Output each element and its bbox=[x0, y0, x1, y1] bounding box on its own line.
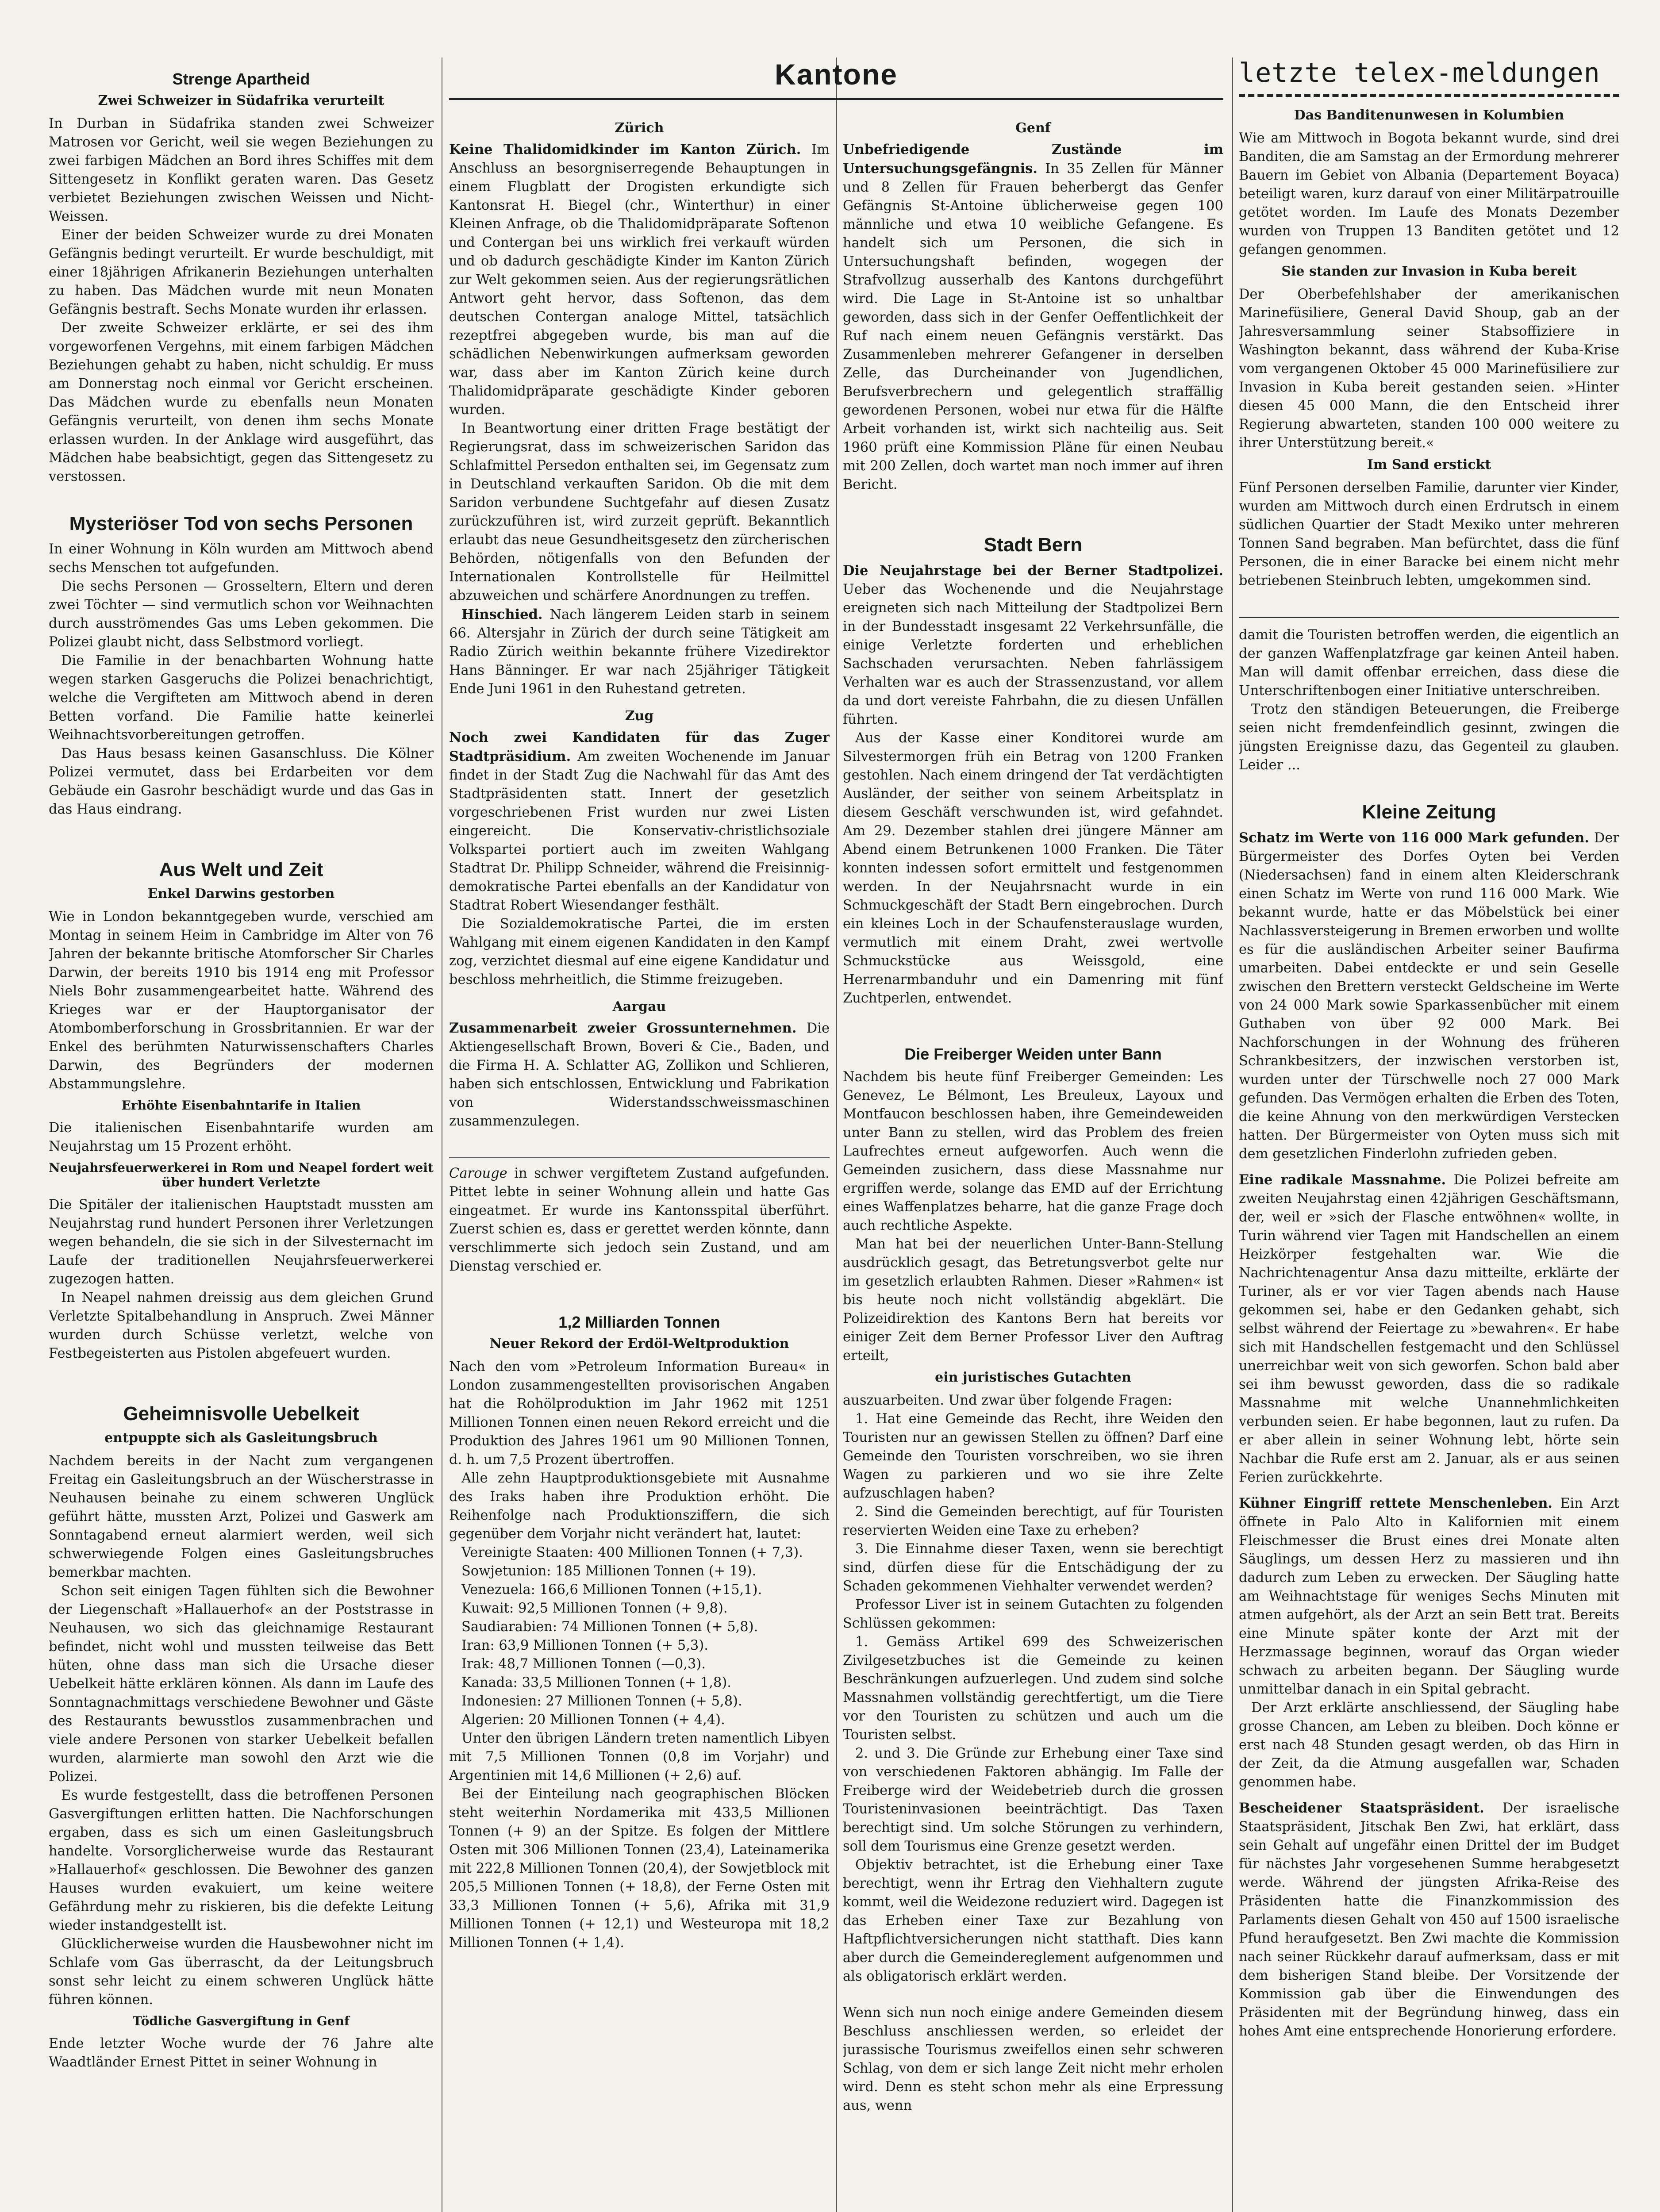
paragraph-lead: Kühner Eingriff rettete Menschenleben. bbox=[1239, 1495, 1553, 1511]
paragraph-text: in schwer vergiftetem Zustand aufgefunden. Pittet lebte in seiner Wohnung allein und hatte Gas eingeatmet. Er wurde ins Kantonsspital überführt. Zuerst schien es, dass er gerettet werden könnte, dann verschlimmerte sich jedoch sein Zustand, und am Dienstag verschied er. bbox=[449, 1166, 830, 1274]
paragraph bbox=[449, 605, 830, 699]
paragraph: Es wurde festgestellt, dass die betroffenen Personen Gasvergiftungen erlitten hatten. Die Nachforschungen ergaben, dass es sich um einen Gasleitungsbruch handelte. Vorsorglicherweise wurde das Restaurant »Hallauerhof« geschlossen. Die Bewohner des ganzen Hauses wurden evakuiert, um keine weitere Gefährdung mehr zu riskieren, bis die defekte Leitung wieder instandgestellt ist. bbox=[49, 1788, 434, 1933]
article-subtitle: Zwei Schweizer in Südafrika verurteilt bbox=[98, 93, 384, 108]
paragraph: Einer der beiden Schweizer wurde zu drei Monaten Gefängnis bedingt verurteilt. Er wurde beschuldigt, mit einer 18jährigen Afrikanerin Beziehungen unterhalten zu haben. Das Mädchen wurde mit neun Monaten Gefängnis bestraft. Sechs Monate wurden ihr erlassen. bbox=[49, 227, 434, 317]
paragraph: Die italienischen Eisenbahntarife wurden am Neujahrstag um 15 Prozent erhöht. bbox=[49, 1120, 434, 1154]
paragraph-lead: Keine Thalidomidkinder im Kanton Zürich. bbox=[449, 142, 801, 157]
paragraph: Professor Liver ist in seinem Gutachten zu folgenden Schlüssen gekommen: bbox=[843, 1597, 1223, 1631]
paragraph: damit die Touristen betroffen werden, die eigentlich an der ganzen Waffenplatzfrage gar keinen Anteil haben. Man will damit offenbar erreichen, dass diese die Unterschriftenbogen einer Initiative unterschreiben. bbox=[1239, 627, 1619, 699]
oil-list-item: Indonesien: 27 Millionen Tonnen (+ 5,8). bbox=[461, 1694, 742, 1709]
paragraph: Die Sozialdemokratische Partei, die im ersten Wahlgang mit einem eigenen Kandidaten in den Kampf zog, verzichtet diesmal auf eine eigene Kandidatur und beschloss mehrheitlich, die Stimme freizugeben. bbox=[449, 916, 830, 987]
section-title: Kleine Zeitung bbox=[1362, 801, 1496, 823]
oil-list-item: Iran: 63,9 Millionen Tonnen (+ 5,3). bbox=[461, 1638, 708, 1653]
paragraph-lead: Noch zwei Kandidaten für das Zuger Stadtpräsidium. bbox=[449, 730, 830, 764]
paragraph: Glücklicherweise wurden die Hausbewohner nicht im Schlafe vom Gas überrascht, da der Leitungsbruch sonst sehr leicht zu einem schweren Unglück hätte führen können. bbox=[49, 1936, 434, 2008]
paragraph bbox=[1239, 1799, 1619, 2041]
paragraph: Die Familie in der benachbarten Wohnung hatte wegen starken Gasgeruchs die Polizei benachrichtigt, welche die Vergifteten am Mittwoch abend in deren Betten vorfand. Die Familie hatte keinerlei Weihnachtsvorbereitungen getroffen. bbox=[49, 653, 434, 743]
oil-list-item: Vereinigte Staaten: 400 Millionen Tonnen (+ 7,3). bbox=[461, 1545, 803, 1560]
paragraph-text: Die Polizei befreite am zweiten Neujahrstag einen 42jährigen Geschäftsmann, der, weil er »sich der Flasche entwöhnen« wollte, in Turin während vier Tagen mit Handschellen an einem Heizkörper festgehalten war. Wie die Nachrichtenagentur Ansa dazu mitteilte, erklärte der Turiner, als er vor vier Tagen abends nach Hause gekommen sei, habe er den Gedanken gehabt, sich selbst während der Feiertage zu »bewahren«. Er habe sich mit Handschellen festgemacht und den Schlüssel unerreichbar weit von sich geworfen. Schon bald aber sei ihm bewusst geworden, dass die so radikale Massnahme mit welche Unannehmlichkeiten verbunden seien. Er habe begonnen, laut zu rufen. Da er aber allein in seiner Wohnung lebt, hörte sein Nachbar die Rufe erst am 2. Januar, als er aus seinen Ferien zurückkehrte. bbox=[1239, 1172, 1619, 1485]
paragraph: Ende letzter Woche wurde der 76 Jahre alte Waadtländer Ernest Pittet in seiner Wohnung in bbox=[49, 2036, 434, 2070]
paragraph: In Neapel nahmen dreissig aus dem gleichen Grund Verletzte Spitalbehandlung in Anspruch. Zwei Männer wurden durch Schüsse verletzt, welche von Festbegeisterten aus Pistolen abgefeuert wurden. bbox=[49, 1290, 434, 1361]
paragraph: 2. und 3. Die Gründe zur Erhebung einer Taxe sind von verschiedenen Faktoren abhängig. Im Falle der Freiberge wird der Weidebetrieb durch die grossen Touristeninvasionen beeinträchtigt. Das Taxen berechtigt sind. Um solche Störungen zu verhindern, soll dem Tourismus eine Grenze gesetzt werden. bbox=[843, 1746, 1223, 1854]
paragraph: Der Oberbefehlshaber der amerikanischen Marinefüsiliere, General David Shoup, gab an der Jahresversammlung seiner Stabsoffiziere in Washington bekannt, dass während der Kuba-Krise vom vergangenen Oktober 45 000 Marinefüsiliere zur Invasion in Kuba bereit gestanden seien. »Hinter diesen 45 000 Mann, die den Entscheid ihrer Regierung abwarteten, standen 100 000 weitere zu ihrer Unterstützung bereit.« bbox=[1239, 287, 1619, 451]
column-1 bbox=[49, 58, 434, 2212]
paragraph bbox=[1239, 1494, 1619, 1699]
article-subtitle: Neuer Rekord der Erdöl-Weltproduktion bbox=[489, 1336, 789, 1352]
article-subtitle: Sie standen zur Invasion in Kuba bereit bbox=[1281, 264, 1577, 279]
paragraph bbox=[1239, 1171, 1619, 1487]
column-2 bbox=[449, 111, 830, 2212]
paragraph-lead: Hinschied. bbox=[461, 607, 543, 622]
article-subtitle: Im Sand erstickt bbox=[1367, 457, 1491, 472]
article-subtitle: Neujahrsfeuerwerkerei in Rom und Neapel fordert weit über hundert Verletzte bbox=[49, 1160, 434, 1190]
paragraph: Bei der Einteilung nach geographischen Blöcken steht weiterhin Nordamerika mit 433,5 Millionen Tonnen (+ 9) an der Spitze. Es folgen der Mittlere Osten mit 306 Millionen Tonnen (23,4), Lateinamerika mit 222,8 Millionen Tonnen (20,4), der Sowjetblock mit 205,5 Millionen Tonnen (+ 18,8), der Ferne Osten mit 33,3 Millionen Tonnen (+ 5,6), Afrika mit 31,9 Millionen Tonnen (+ 12,1) und Westeuropa mit 18,2 Millionen Tonnen (+ 1,4). bbox=[449, 1786, 830, 1951]
column-rule bbox=[836, 58, 837, 2212]
article-subtitle: entpuppte sich als Gasleitungsbruch bbox=[104, 1430, 378, 1446]
paragraph-lead: Carouge bbox=[449, 1166, 507, 1181]
paragraph: 1. Gemäss Artikel 699 des Schweizerischen Zivilgesetzbuches ist die Gemeinde zu keinen Beschränkungen aufzuerlegen. Und zudem sind solche Massnahmen vollständig gerechtfertigt, um die Tiere vor den Touristen zu schützen und auch um die Touristen selbst. bbox=[843, 1634, 1223, 1743]
article-subtitle: Enkel Darwins gestorben bbox=[147, 886, 335, 902]
paragraph-lead: Eine radikale Massnahme. bbox=[1239, 1172, 1446, 1188]
column-rule bbox=[1232, 58, 1233, 2212]
paragraph bbox=[1239, 829, 1619, 1164]
article-title: Geheimnisvolle Uebelkeit bbox=[123, 1403, 359, 1425]
paragraph: Nachdem bereits in der Nacht zum vergangenen Freitag ein Gasleitungsbruch an der Wüscherstrasse in Neuhausen beinahe zu einem schweren Unglück geführt hätte, mussten Arzt, Polizei und Gaswerk am Sonntagabend erneut alarmiert werden, weil sich schwerwiegende Folgen eines Gasleitungsbruches bemerkbar machten. bbox=[49, 1453, 434, 1580]
paragraph: Fünf Personen derselben Familie, darunter vier Kinder, wurden am Mittwoch durch einen Erdrutsch in einem südlichen Quartier der Stadt Mexiko unter mehreren Tonnen Sand begraben. Man befürchtet, dass die fünf Personen, die in einer Baracke bei einem nicht mehr betriebenen Steinbruch lebten, umgekommen sind. bbox=[1239, 480, 1619, 588]
section-title: Stadt Bern bbox=[984, 534, 1083, 556]
masthead: Kantone bbox=[775, 58, 898, 91]
column-4 bbox=[1239, 58, 1619, 2212]
paragraph: In einer Wohnung in Köln wurden am Mittwoch abend sechs Menschen tot aufgefunden. bbox=[49, 541, 434, 576]
oil-list-item: Sowjetunion: 185 Millionen Tonnen (+ 19). bbox=[461, 1563, 757, 1579]
paragraph: Trotz den ständigen Beteuerungen, die Freiberge seien nicht fremdenfeindlich gesinnt, zwingen die jüngsten Ereignisse dazu, das Gegenteil zu glauben. Leider ... bbox=[1239, 702, 1619, 773]
paragraph-text: Nach längerem Leiden starb in seinem 66. Altersjahr in Zürich der durch seine Tätigkeit am Radio Zürich weithin bekannte frühere Vizedirektor Hans Bänninger. Er war nach 25jähriger Tätigkeit Ende Juni 1961 in den Ruhestand getreten. bbox=[449, 607, 830, 697]
paragraph: Objektiv betrachtet, ist die Erhebung einer Taxe berechtigt, wenn ihr Ertrag den Viehhaltern zugute kommt, weil die Weidezone reduziert wird. Dagegen ist das Erheben einer Taxe zur Bezahlung von Haftpflichtversicherungen nicht statthaft. Dies kann aber durch die Gemeindereglement aufgenommen und als obligatorisch erklärt werden. bbox=[843, 1857, 1223, 1984]
paragraph: In Durban in Südafrika standen zwei Schweizer Matrosen vor Gericht, weil sie wegen Beziehungen zu zwei farbigen Mädchen an Bord ihres Schiffes mit dem Sittengesetz in Konflikt geraten waren. Das Gesetz verbietet Beziehungen zwischen Weissen und Nicht-Weissen. bbox=[49, 116, 434, 224]
paragraph bbox=[449, 1164, 830, 1276]
paragraph: 3. Die Einnahme dieser Taxen, wenn sie berechtigt sind, dürfen diese für die Entschädigung der zu Schaden gekommenen Viehhalter verwendet werden? bbox=[843, 1541, 1223, 1594]
article-title: 1,2 Milliarden Tonnen bbox=[558, 1313, 720, 1331]
article-subtitle: Das Banditenunwesen in Kolumbien bbox=[1294, 108, 1564, 123]
article-title: Mysteriöser Tod von sechs Personen bbox=[69, 513, 413, 534]
paragraph: Wie am Mittwoch in Bogota bekannt wurde, sind drei Banditen, die am Samstag an der Ermordung mehrerer Bauern im Gebiet von Albania (Departement Boyaca) beteiligt waren, kurz darauf von einer Militärpatrouille getötet worden. Im Laufe des Monats Dezember wurden von Truppen 13 Banditen getötet und 12 gefangen genommen. bbox=[1239, 131, 1619, 257]
paragraph: Die Spitäler der italienischen Hauptstadt mussten am Neujahrstag rund hundert Personen ihrer Verletzungen wegen behandeln, die sie sich in der Silvesternacht im Laufe der traditionellen Neujahrsfeuerwerkerei zugezogen hatten. bbox=[49, 1197, 434, 1287]
paragraph-text: Im Anschluss an besorgniserregende Behauptungen in einem Flugblatt der Drogisten erkundigte sich Kantonsrat H. Biegel (chr., Winterthur) in einer Kleinen Anfrage, ob die Thalidomidpräparate Softenon und Contergan bei uns wirklich frei verkauft würden und ob dadurch geschädigte Kinder im Kanton Zürich zur Welt gekommen seien. Aus der regierungsrätlichen Antwort geht hervor, dass Softenon, das dem deutschen Contergan analoge Mittel, tatsächlich rezeptfrei abgegeben wurde, bis man auf die schädlichen Nebenwirkungen aufmerksam geworden war, dass aber im Kanton Zürich keine durch Thalidomidpräparate geschädigte Kinder geboren wurden. bbox=[449, 142, 830, 418]
paragraph bbox=[843, 561, 1223, 729]
paragraph: Aus der Kasse einer Konditorei wurde am Silvestermorgen früh ein Betrag von 1200 Franken gestohlen. Nach einem dringend der Tat verdächtigten Ausländer, der seither von seinem Arbeitsplatz in diesem Geschäft verschwunden ist, wird gefahndet. Am 29. Dezember stahlen drei jüngere Männer am Abend einem Betrunkenen 1000 Franken. Die Täter konnten indessen sofort ermittelt und festgenommen werden. In der Neujahrsnacht wurde in ein Schmuckgeschäft der Stadt Bern eingebrochen. Durch ein kleines Loch in der Schaufensterauslage wurden, vermutlich mit einem Draht, zwei wertvolle Schmuckstücke aus Weissgold, eine Herrenarmbanduhr und ein Damenring mit fünf Zuchtperlen, entwendet. bbox=[843, 730, 1223, 1006]
canton-heading: Zug bbox=[625, 708, 654, 724]
paragraph: Der Arzt erklärte anschliessend, der Säugling habe grosse Chancen, am Leben zu bleiben. Doch könne er erst nach 48 Stunden gesagt werden, ob das Hirn in der Zeit, da die Atmung ausgefallen war, Schaden genommen habe. bbox=[1239, 1700, 1619, 1790]
telex-rule bbox=[1239, 94, 1619, 97]
paragraph: In Beantwortung einer dritten Frage bestätigt der Regierungsrat, dass im schweizerischen Saridon das Schlafmittel Persedon enthalten sei, im Gegensatz zum in Deutschland verkauften Saridon. Ob die mit dem Saridon verbundene Suchtgefahr auf diesen Zusatz zurückzuführen ist, wird zurzeit geprüft. Bekanntlich erlaubt das neue Gesundheitsgesetz den zürcherischen Behörden, nötigenfalls von den Befunden der Internationalen Kontrollstelle für Heilmittel abzuweichen und schärfere Anordnungen zu treffen. bbox=[449, 421, 830, 603]
section-title: Aus Welt und Zeit bbox=[159, 859, 323, 880]
paragraph-text: Am zweiten Wochenende im Januar findet in der Stadt Zug die Nachwahl für das Amt des Stadtpräsidenten statt. Innert der gesetzlich vorgeschriebenen Frist wurden nur zwei Listen eingereicht. Die Konservativ-christlichsoziale Volkspartei portiert auch im zweiten Wahlgang Stadtrat Dr. Philipp Schneider, während die Freisinnig-demokratische Partei ebenfalls an der Kandidatur von Stadtrat Robert Wiesendanger festhält. bbox=[449, 749, 830, 913]
article-subtitle: ein juristisches Gutachten bbox=[935, 1370, 1131, 1385]
oil-list-item: Kuwait: 92,5 Millionen Tonnen (+ 9,8). bbox=[461, 1601, 728, 1616]
canton-heading: Aargau bbox=[612, 999, 666, 1014]
masthead-rule bbox=[449, 98, 1223, 100]
paragraph-lead: Bescheidener Staatspräsident. bbox=[1239, 1800, 1484, 1816]
article-title: Strenge Apartheid bbox=[172, 70, 310, 88]
paragraph: Wie in London bekanntgegeben wurde, verschied am Montag in seinem Heim in Cambridge im Alter von 76 Jahren der bekannte britische Atomforscher Sir Charles Darwin, der bereits 1910 bis 1914 eng mit Professor Niels Bohr zusammengearbeitet hatte. Während des Krieges war er der Hauptorganisator der Atombomberforschung in Grossbritannien. Er war der Enkel des berühmten Naturwissenschafters Charles Darwin, des Begründers der modernen Abstammungslehre. bbox=[49, 909, 434, 1092]
paragraph: Schon seit einigen Tagen fühlten sich die Bewohner der Liegenschaft »Hallauerhof« an der Poststrasse in Neuhausen, wo sich das gleichnamige Restaurant befindet, nicht wohl und mussten teilweise das Bett hüten, ohne dass man sich die Ursache dieser Uebelkeit hätte erklären können. Als dann im Laufe des Sonntagnachmittags verschiedene Bewohner und Gäste des Restaurants bewusstlos zusammenbrachen und viele andere Personen von starker Uebelkeit befallen wurden, alarmierte man sowohl den Arzt wie die Polizei. bbox=[49, 1583, 434, 1785]
newspaper-page bbox=[49, 58, 1624, 2212]
section-divider bbox=[449, 1157, 830, 1158]
paragraph-text: Die Aktiengesellschaft Brown, Boveri & Cie., Baden, und die Firma H. A. Schlatter AG, Zollikon und Schlieren, haben sich entschlossen, Entwicklung und Fabrikation von Widerstandsschweissmaschinen zusammenzulegen. bbox=[449, 1021, 830, 1129]
oil-list-item: Algerien: 20 Millionen Tonnen (+ 4,4). bbox=[461, 1712, 725, 1728]
canton-heading: Zürich bbox=[615, 120, 664, 136]
oil-list-item: Saudiarabien: 74 Millionen Tonnen (+ 5,8). bbox=[461, 1619, 758, 1635]
paragraph bbox=[449, 1019, 830, 1131]
paragraph: auszuarbeiten. Und zwar über folgende Fragen: bbox=[843, 1393, 1172, 1408]
paragraph: Der zweite Schweizer erklärte, er sei des ihm vorgeworfenen Vergehns, mit einem farbigen Mädchen Beziehungen gehabt zu haben, nicht schuldig. Er muss am Donnerstag noch einmal vor Gericht erscheinen. Das Mädchen wurde zu ebenfalls neun Monaten Gefängnis verurteilt, von denen ihm sechs Monate erlassen wurden. In der Anklage wird ausgeführt, das Mädchen habe beabsichtigt, gegen das Sittengesetz zu verstossen. bbox=[49, 320, 434, 484]
paragraph: Nachdem bis heute fünf Freiberger Gemeinden: Les Genevez, Le Bélmont, Les Breuleux, Layoux und Montfaucon beschlossen haben, ihre Gemeindeweiden unter Bann zu stellen, wird das Problem des freien Laufrechtes erneut aufgeworfen. Auch wenn die Gemeinden zusichern, dass diese Massnahme nur ergriffen werde, solange das EMD auf der Errichtung eines Waffenplatzes beharre, hat die ganze Frage doch auch rechtliche Aspekte. bbox=[843, 1069, 1223, 1233]
article-title: Die Freiberger Weiden unter Bann bbox=[904, 1045, 1162, 1063]
paragraph-lead: Schatz im Werte von 116 000 Mark gefunden. bbox=[1239, 830, 1589, 846]
canton-heading: Genf bbox=[1015, 120, 1051, 136]
oil-list-item: Venezuela: 166,6 Millionen Tonnen (+15,1). bbox=[461, 1582, 762, 1598]
paragraph: Das Haus besass keinen Gasanschluss. Die Kölner Polizei vermutet, dass bei Erdarbeiten vor dem Gebäude ein Gasrohr beschädigt wurde und das Gas in das Haus eindrang. bbox=[49, 746, 434, 817]
section-divider bbox=[1239, 617, 1619, 618]
paragraph: Man hat bei der neuerlichen Unter-Bann-Stellung ausdrücklich gesagt, das Betretungsverbot gelte nur im gesetzlich erlaubten Rahmen. Dieser »Rahmen« ist bis heute noch nicht vollständig abgeklärt. Die Polizeidirektion des Kantons Bern hat bereits vor einiger Zeit dem Berner Professor Liver den Auftrag erteilt, bbox=[843, 1237, 1223, 1363]
paragraph-text: Der Bürgermeister des Dorfes Oyten bei Verden (Niedersachsen) fand in einem alten Kleiderschrank einen Schatz im Werte von rund 116 000 Mark. Wie bekannt wurde, hatte er das Möbelstück bei einer Nachlassversteigerung in Bremen erworben und wollte es für die ausländischen Arbeiter seiner Baufirma umarbeiten. Dabei entdeckte er und sein Geselle zwischen den Brettern versteckt Geldscheine im Werte von 24 000 Mark sowie Sparkassenbücher mit einem Guthaben von über 92 000 Mark. Bei Nachforschungen in der Wohnung des früheren Schrankbesitzers, der inzwischen verstorben ist, wurden unter der Türschwelle noch 27 000 Mark gefunden. Das Vermögen erhalten die Erben des Toten, die keine Ahnung von den merkwürdigen Verstecken hatten. Der Bürgermeister von Oyten muss sich mit dem gesetzlichen Finderlohn zufrieden geben. bbox=[1239, 830, 1619, 1162]
paragraph: 1. Hat eine Gemeinde das Recht, ihre Weiden den Touristen nur an gewissen Stellen zu öffnen? Darf eine Gemeinde den Touristen vorschreiben, wo sie ihren Wagen zu parkieren und wo sie ihre Zelte aufzuschlagen haben? bbox=[843, 1411, 1223, 1501]
paragraph-lead: Die Neujahrstage bei der Berner Stadtpolizei. bbox=[843, 563, 1223, 579]
paragraph-text: Ueber das Wochenende und die Neujahrstage ereigneten sich nach Mitteilung der Stadtpolizei Bern in der Bundesstadt insgesamt 22 Verkehrsunfälle, die einige Verletzte forderten und erheblichen Sachschaden verursachten. Neben fahrlässigem Verhalten war es auch der Strassenzustand, vor allem da und dort vereiste Fahrbahn, die zu diesen Unfällen führten. bbox=[843, 582, 1223, 727]
paragraph: Alle zehn Hauptproduktionsgebiete mit Ausnahme des Iraks haben ihre Produktion erhöht. Die Reihenfolge nach Produktionsziffern, die sich gegenüber dem Vorjahr nicht verändert hat, lautet: bbox=[449, 1471, 830, 1542]
paragraph: Unter den übrigen Ländern treten namentlich Libyen mit 7,5 Millionen Tonnen (0,8 im Vorjahr) und Argentinien mit 14,6 Millionen (+ 2,6) auf. bbox=[449, 1731, 830, 1783]
telex-header: letzte telex-meldungen bbox=[1239, 58, 1600, 88]
paragraph: Wenn sich nun noch einige andere Gemeinden diesem Beschluss anschliessen werden, so erleidet der jurassische Tourismus zweifellos einen sehr schweren Schlag, von dem er sich lange Zeit nicht mehr erholen wird. Denn es steht schon mehr als eine Erpressung aus, wenn bbox=[843, 2005, 1223, 2113]
paragraph-text: Der israelische Staatspräsident, Jitschak Ben Zwi, hat erklärt, dass sein Gehalt auf ungefähr einen Drittel der im Budget für nächstes Jahr vorgesehenen Summe herabgesetzt werde. Während der jüngsten Afrika-Reise des Präsidenten hatte die Finanzkommission des Parlaments diesen Gehalt von 450 auf 1500 israelische Pfund heraufgesetzt. Ben Zwi machte die Kommission nach seiner Rückkehr darauf aufmerksam, dass er mit dem bisherigen Stand bleibe. Der Vorsitzende der Kommission gab über die Einwendungen des Präsidenten mit der Begründung hinweg, dass ein hohes Amt eine entsprechende Honorierung erfordere. bbox=[1239, 1801, 1619, 2039]
article-subtitle: Erhöhte Eisenbahntarife in Italien bbox=[121, 1098, 361, 1113]
paragraph: Nach den vom »Petroleum Information Bureau« in London zusammengestellten provisorischen Angaben hat die Rohölproduktion im Jahr 1962 mit 1251 Millionen Tonnen einen neuen Rekord erreicht und die Produktion des Jahres 1961 um 90 Millionen Tonnen, d. h. um 7,5 Prozent übertroffen. bbox=[449, 1359, 830, 1467]
paragraph: Die sechs Personen — Grosseltern, Eltern und deren zwei Töchter — sind vermutlich schon vor Weihnachten durch ausströmendes Gas ums Leben gekommen. Die Polizei glaubt nicht, dass Selbstmord vorliegt. bbox=[49, 579, 434, 650]
column-3 bbox=[843, 111, 1223, 2212]
paragraph bbox=[843, 140, 1223, 494]
paragraph: 2. Sind die Gemeinden berechtigt, auf für Touristen reservierten Weiden eine Taxe zu erheben? bbox=[843, 1504, 1223, 1538]
paragraph-lead: Zusammenarbeit zweier Grossunternehmen. bbox=[449, 1020, 797, 1036]
paragraph bbox=[449, 140, 830, 419]
paragraph-text: Ein Arzt öffnete in Palo Alto in Kalifornien mit einem Fleischmesser die Brust eines drei Monate alten Säuglings, um dessen Herz zu massieren und ihn dadurch zum Leben zu erwecken. Der Säugling hatte am Weihnachtstage für weniges Sechs Minuten mit atmen aufgehört, als der Arzt an sein Bett trat. Bereits eine Minute später konte der Arzt mit der Herzmassage beginnen, worauf das Organ wieder schwach zu arbeiten begann. Der Säugling wurde unmittelbar danach in ein Spital gebracht. bbox=[1239, 1496, 1619, 1697]
article-subtitle: Tödliche Gasvergiftung in Genf bbox=[133, 2014, 350, 2028]
paragraph-text: In 35 Zellen für Männer und 8 Zellen für Frauen beherbergt das Genfer Gefängnis St-Antoine üblicherweise gegen 100 männliche und etwa 10 weibliche Gefangene. Es handelt sich um Personen, die sich in Untersuchungshaft befinden, wogegen der Strafvollzug ausserhalb des Kantons durchgeführt wird. Die Lage in St-Antoine ist so unhaltbar geworden, dass sich in der Genfer Oeffentlichkeit der Ruf nach einem neuen Gefängnis verstärkt. Das Zusammenleben mehrerer Gefangener in derselben Zelle, das Durcheinander von Jugendlichen, Berufsverbrechern und gelegentlich straffällig gewordenen Personen, wobei nur etwa für die Hälfte Arbeit vorhanden ist, wirkt sich nachteilig aus. Seit 1960 prüft eine Kommission Pläne für einen Neubau mit 200 Zellen, doch wartet man noch immer auf ihren Bericht. bbox=[843, 161, 1223, 492]
oil-list-item: Kanada: 33,5 Millionen Tonnen (+ 1,8). bbox=[461, 1675, 731, 1690]
paragraph-lead: Unbefriedigende Zustände im Untersuchungsgefängnis. bbox=[843, 142, 1223, 177]
oil-list-item: Irak: 48,7 Millionen Tonnen (—0,3). bbox=[461, 1656, 706, 1672]
paragraph bbox=[449, 728, 830, 915]
